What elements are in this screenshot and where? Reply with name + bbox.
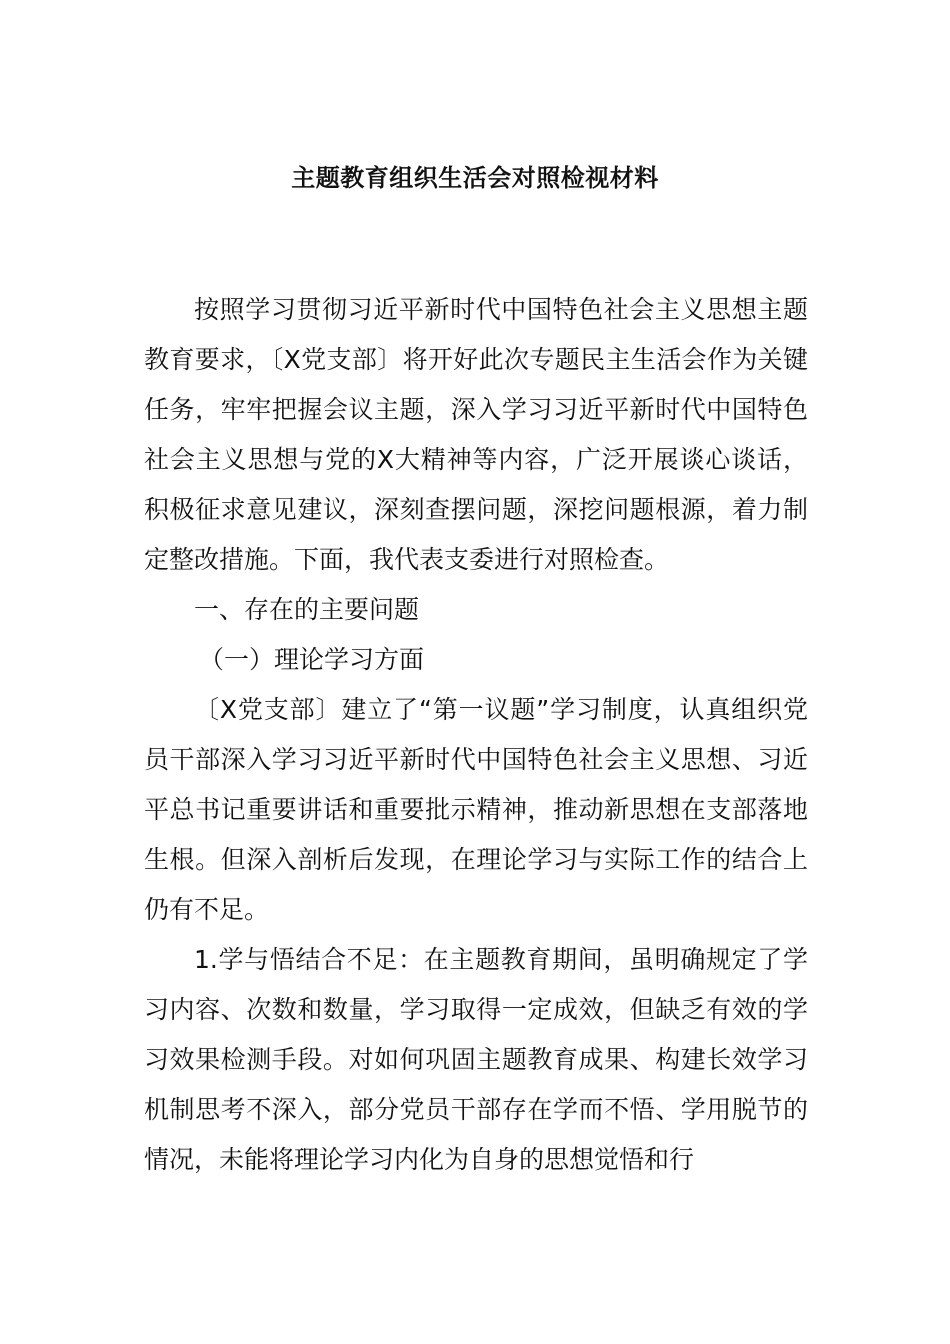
theory-study-paragraph: 〔X党支部〕建立了“第一议题”学习制度，认真组织党员干部深入学习习近平新时代中国特色社会主义思想、习近平总书记重要讲话和重要批示精神，推动新思想在支部落地生根。但深入剖析后发现，在理论学习与实际工作的结合上仍有不足。 <box>144 695 808 924</box>
item-1-paragraph: 1.学与悟结合不足：在主题教育期间，虽明确规定了学习内容、次数和数量，学习取得一定成效，但缺乏有效的学习效果检测手段。对如何巩固主题教育成果、构建长效学习机制思考不深入，部分党员干部存在学而不悟、学用脱节的情况，未能将理论学习内化为自身的思想觉悟和行 <box>144 945 808 1174</box>
document-title: 主题教育组织生活会对照检视材料 <box>291 164 659 192</box>
intro-paragraph: 按照学习贯彻习近平新时代中国特色社会主义思想主题教育要求，〔X党支部〕将开好此次专题民主生活会作为关键任务，牢牢把握会议主题，深入学习习近平新时代中国特色社会主义思想与党的X大精神等内容，广泛开展谈心谈话，积极征求意见建议，深刻查摆问题，深挖问题根源，着力制定整改措施。下面，我代表支委进行对照检查。 <box>144 295 808 574</box>
subsection-heading-theory-study: （一）理论学习方面 <box>199 645 425 674</box>
section-heading-main-problems: 一、存在的主要问题 <box>194 595 420 624</box>
document-body <box>144 285 808 1185</box>
